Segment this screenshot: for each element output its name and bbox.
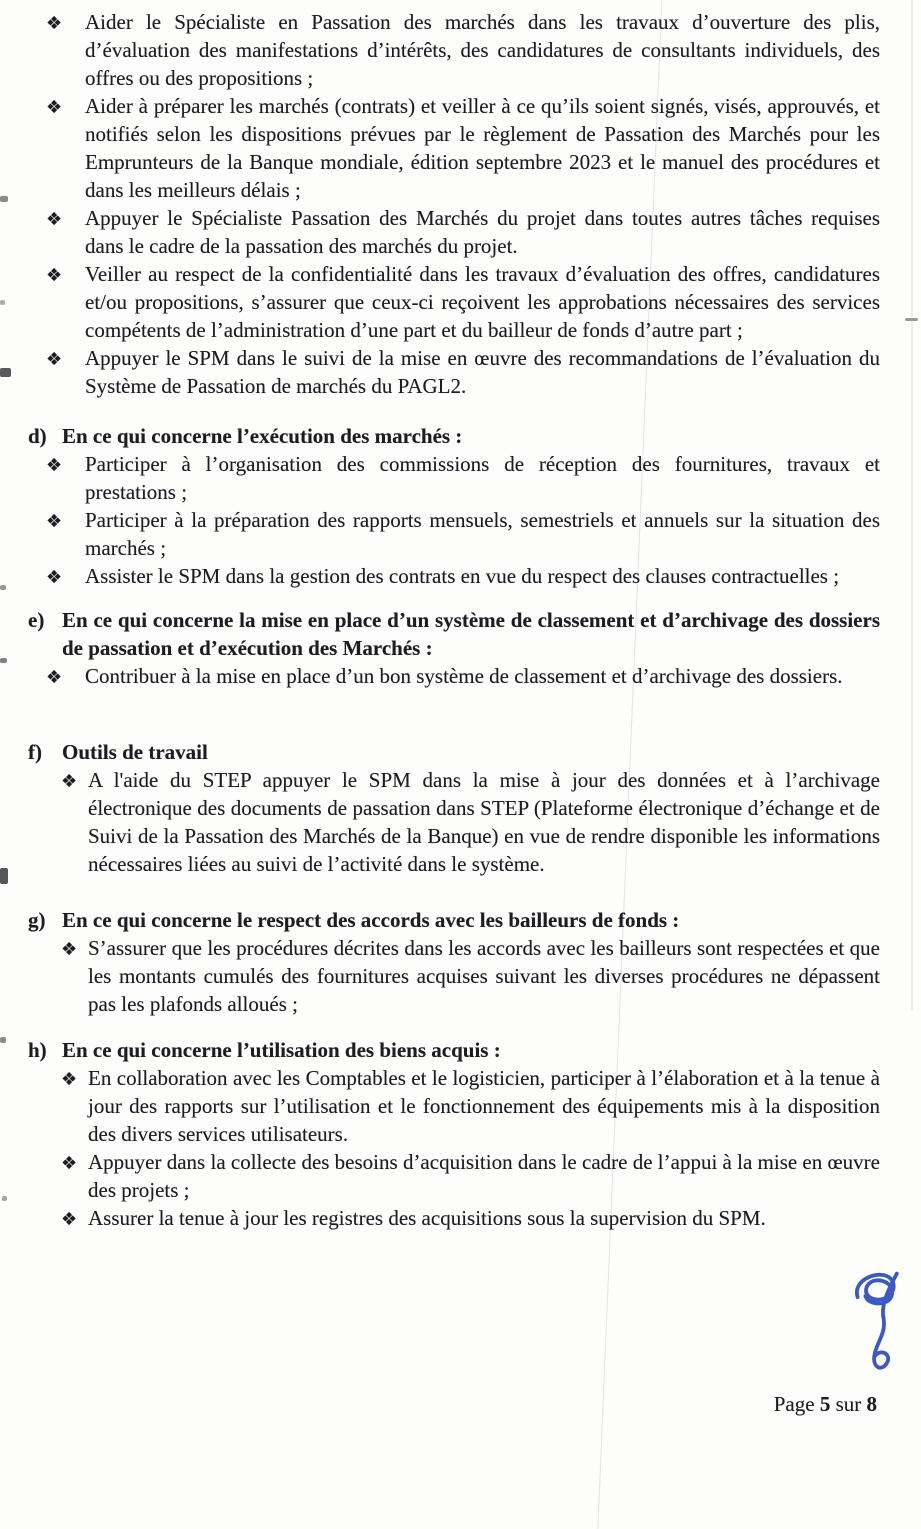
list-item-text: Appuyer le Spécialiste Passation des Marchés du projet dans toutes autres tâches requises dans le cadre de la passation des marchés du projet.: [85, 206, 880, 258]
diamond-bullet-icon: ❖: [46, 455, 63, 475]
list-item-text: Assister le SPM dans la gestion des contrats en vue du respect des clauses contractuelles ;: [85, 564, 840, 588]
section-heading-e: [0, 606, 921, 662]
list-item: [61, 1148, 880, 1204]
section-letter: d): [28, 424, 47, 448]
diamond-bullet-icon: ❖: [61, 771, 78, 791]
list-item: [46, 92, 880, 204]
section-heading-h: [0, 1036, 921, 1064]
section-heading-f: [0, 738, 921, 766]
list-item-text: Aider le Spécialiste en Passation des marchés dans les travaux d’ouverture des plis, d’évaluation des manifestations d’intérêts, des candidatures de consultants individuels, des offres ou des propositions ;: [85, 10, 880, 90]
diamond-bullet-icon: ❖: [46, 349, 63, 369]
list-item: [46, 8, 880, 92]
list-item-text: Participer à l’organisation des commissions de réception des fournitures, travaux et prestations ;: [85, 452, 880, 504]
diamond-bullet-icon: ❖: [46, 265, 63, 285]
diamond-bullet-icon: ❖: [61, 1209, 78, 1229]
list-item-text: Contribuer à la mise en place d’un bon système de classement et d’archivage des dossiers.: [85, 664, 843, 688]
diamond-bullet-icon: ❖: [46, 567, 63, 587]
section-title: En ce qui concerne l’utilisation des biens acquis :: [62, 1038, 501, 1062]
list-item-text: Appuyer le SPM dans le suivi de la mise en œuvre des recommandations de l’évaluation du Système de Passation de marchés du PAGL2.: [85, 346, 880, 398]
list-item: [46, 344, 880, 400]
section-letter: e): [28, 608, 45, 632]
section-letter: f): [28, 740, 42, 764]
list-item: [46, 506, 880, 562]
footer-page-number: 5: [819, 1392, 831, 1416]
list-item: [61, 934, 880, 1018]
section-heading-d: [0, 422, 921, 450]
diamond-bullet-icon: ❖: [61, 939, 78, 959]
list-item-text: Veiller au respect de la confidentialité dans les travaux d’évaluation des offres, candidatures et/ou propositions, s’assurer que ceux-ci reçoivent les approbations nécessaires des services compétents de l’administration d’une part et du bailleur de fonds d’autre part ;: [85, 262, 880, 342]
page-footer: [774, 1392, 877, 1417]
intro-bullet-list: [0, 8, 921, 400]
diamond-bullet-icon: ❖: [61, 1153, 78, 1173]
list-item: [61, 1204, 880, 1232]
section-e-bullet-list: [0, 662, 921, 690]
section-title: Outils de travail: [62, 740, 208, 764]
diamond-bullet-icon: ❖: [46, 511, 63, 531]
diamond-bullet-icon: ❖: [46, 667, 63, 687]
list-item: [46, 662, 880, 690]
section-title: En ce qui concerne le respect des accords avec les bailleurs de fonds :: [62, 908, 680, 932]
diamond-bullet-icon: ❖: [46, 97, 63, 117]
list-item: [46, 450, 880, 506]
footer-total-pages: 8: [866, 1392, 877, 1416]
footer-page-label: Page: [773, 1392, 815, 1416]
list-item-text: Assurer la tenue à jour les registres des acquisitions sous la supervision du SPM.: [88, 1206, 766, 1230]
section-g-bullet-list: [0, 934, 921, 1018]
handwritten-signature: [846, 1268, 914, 1380]
diamond-bullet-icon: ❖: [46, 209, 63, 229]
section-letter: h): [28, 1038, 47, 1062]
list-item: [61, 1064, 880, 1148]
section-f-bullet-list: [0, 766, 921, 878]
section-h-bullet-list: [0, 1064, 921, 1232]
footer-of-label: sur: [835, 1392, 862, 1416]
section-d-bullet-list: [0, 450, 921, 590]
diamond-bullet-icon: ❖: [61, 1069, 78, 1089]
section-title: En ce qui concerne la mise en place d’un système de classement et d’archivage des dossiers de passation et d’exécution des Marchés :: [62, 608, 880, 660]
list-item-text: S’assurer que les procédures décrites dans les accords avec les bailleurs sont respectées et que les montants cumulés des fournitures acquises suivant les diverses procédures ne dépassent pas les plafonds alloués ;: [88, 936, 880, 1016]
list-item: [61, 766, 880, 878]
list-item: [46, 260, 880, 344]
diamond-bullet-icon: ❖: [46, 13, 63, 33]
section-letter: g): [28, 908, 46, 932]
list-item-text: Participer à la préparation des rapports mensuels, semestriels et annuels sur la situation des marchés ;: [85, 508, 880, 560]
list-item-text: Aider à préparer les marchés (contrats) et veiller à ce qu’ils soient signés, visés, approuvés, et notifiés selon les dispositions prévues par le règlement de Passation des Marchés pour les Emprunteurs de la Banque mondiale, édition septembre 2023 et le manuel des procédures et dans les meilleurs délais ;: [85, 94, 880, 202]
list-item: [46, 204, 880, 260]
section-title: En ce qui concerne l’exécution des marchés :: [62, 424, 463, 448]
section-heading-g: [0, 906, 921, 934]
list-item-text: A l'aide du STEP appuyer le SPM dans la mise à jour des données et à l’archivage électronique des documents de passation dans STEP (Plateforme électronique d’échange et de Suivi de la Passation des Marchés de la Banque) en vue de rendre disponible les informations nécessaires liées au suivi de l’activité dans le système.: [88, 768, 880, 876]
list-item-text: Appuyer dans la collecte des besoins d’acquisition dans le cadre de l’appui à la mise en œuvre des projets ;: [88, 1150, 880, 1202]
list-item-text: En collaboration avec les Comptables et le logisticien, participer à l’élaboration et à la tenue à jour des rapports sur l’utilisation et le fonctionnement des équipements mis à la disposition des divers services utilisateurs.: [88, 1066, 880, 1146]
list-item: [46, 562, 880, 590]
